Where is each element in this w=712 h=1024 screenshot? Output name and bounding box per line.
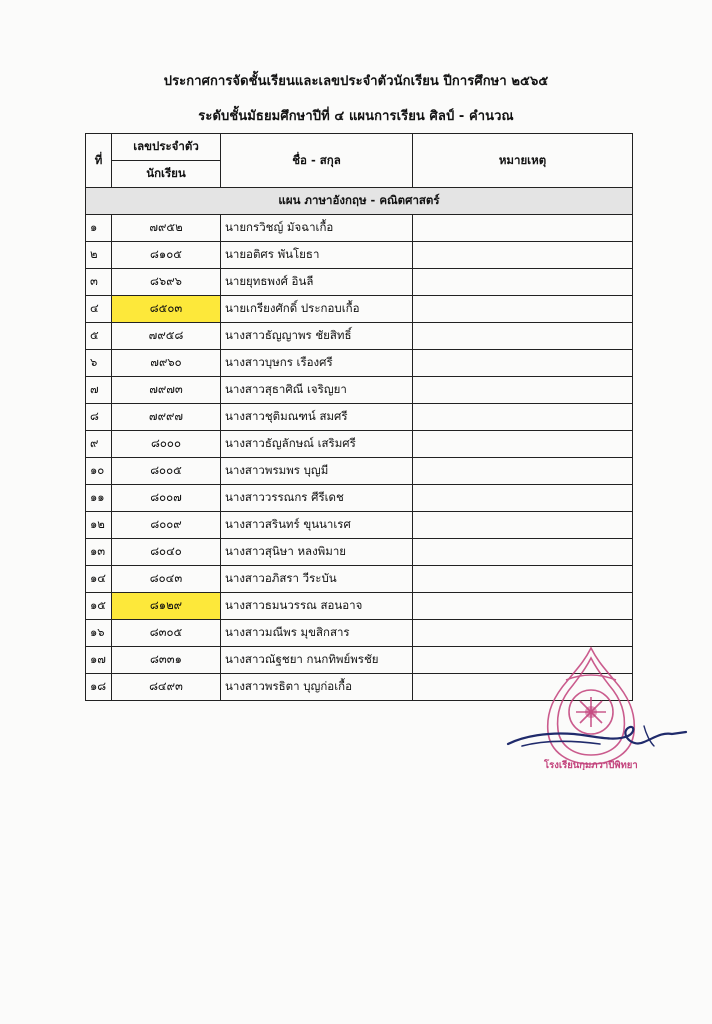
student-id: ๘๐๐๙	[112, 512, 221, 539]
student-note	[413, 458, 633, 485]
student-name: นางสาวสุนิษา หลงพิมาย	[221, 539, 413, 566]
student-table	[85, 133, 633, 701]
header-note: หมายเหตุ	[413, 134, 633, 188]
table-row	[86, 431, 633, 458]
table-row	[86, 215, 633, 242]
student-id: ๗๙๖๐	[112, 350, 221, 377]
student-name: นายกรวิชญ์ มัจฉาเกื้อ	[221, 215, 413, 242]
student-id: ๘๔๙๓	[112, 674, 221, 701]
student-name: นางสาวสรินทร์ ขุนนาเรศ	[221, 512, 413, 539]
table-row	[86, 296, 633, 323]
student-name: นางสาวธัญญาพร ชัยสิทธิ์	[221, 323, 413, 350]
student-note	[413, 350, 633, 377]
row-number: ๑๒	[86, 512, 112, 539]
student-id: ๘๐๐๐	[112, 431, 221, 458]
row-number: ๑๔	[86, 566, 112, 593]
student-id: ๘๓๓๑	[112, 647, 221, 674]
table-row	[86, 404, 633, 431]
row-number: ๑๖	[86, 620, 112, 647]
student-name: นางสาวอภิสรา วีระบัน	[221, 566, 413, 593]
student-note	[413, 431, 633, 458]
row-number: ๑	[86, 215, 112, 242]
row-number: ๑๕	[86, 593, 112, 620]
table-row	[86, 485, 633, 512]
student-note	[413, 242, 633, 269]
student-note	[413, 539, 633, 566]
student-name: นางสาวณัฐชยา กนกทิพย์พรชัย	[221, 647, 413, 674]
student-name: นางสาวมณีพร มุขสิกสาร	[221, 620, 413, 647]
table-row	[86, 593, 633, 620]
student-note	[413, 566, 633, 593]
student-id: ๘๖๙๖	[112, 269, 221, 296]
signature	[504, 712, 690, 762]
student-id: ๘๓๐๕	[112, 620, 221, 647]
student-id: ๗๙๕๒	[112, 215, 221, 242]
plan-row	[86, 188, 633, 215]
header-row	[86, 134, 633, 161]
student-note	[413, 593, 633, 620]
row-number: ๗	[86, 377, 112, 404]
row-number: ๙	[86, 431, 112, 458]
table-row	[86, 539, 633, 566]
header-id-bottom: นักเรียน	[112, 161, 221, 188]
row-number: ๑๑	[86, 485, 112, 512]
student-note	[413, 323, 633, 350]
plan-label: แผน ภาษาอังกฤษ - คณิตศาสตร์	[86, 188, 633, 215]
table-row	[86, 458, 633, 485]
student-name: นางสาวธัญลักษณ์ เสริมศรี	[221, 431, 413, 458]
student-id: ๘๐๔๐	[112, 539, 221, 566]
header-name: ชื่อ - สกุล	[221, 134, 413, 188]
table-row	[86, 350, 633, 377]
student-id: ๗๙๗๓	[112, 377, 221, 404]
page-title: ประกาศการจัดชั้นเรียนและเลขประจำตัวนักเรียน ปีการศึกษา ๒๕๖๕	[163, 74, 549, 89]
header-id-top: เลขประจำตัว	[112, 134, 221, 161]
table-row	[86, 512, 633, 539]
row-number: ๓	[86, 269, 112, 296]
student-name: นางสาววรรณกร ศีรีเดช	[221, 485, 413, 512]
row-number: ๒	[86, 242, 112, 269]
student-note	[413, 485, 633, 512]
student-id: ๘๕๐๓	[112, 296, 221, 323]
student-name: นางสาวบุษกร เรืองศรี	[221, 350, 413, 377]
student-id: ๗๙๙๗	[112, 404, 221, 431]
student-name: นายยุทธพงศ์ อินลี	[221, 269, 413, 296]
student-note	[413, 512, 633, 539]
seal-text: โรงเรียนกุมภวาปีพิทยา	[544, 760, 638, 770]
student-name: นางสาวสุธาศิณี เจริญยา	[221, 377, 413, 404]
row-number: ๑๗	[86, 647, 112, 674]
header-no: ที่	[86, 134, 112, 188]
student-id: ๗๙๕๘	[112, 323, 221, 350]
row-number: ๕	[86, 323, 112, 350]
student-name: นางสาวธมนวรรณ สอนอาจ	[221, 593, 413, 620]
student-id: ๘๐๔๓	[112, 566, 221, 593]
row-number: ๑๐	[86, 458, 112, 485]
row-number: ๑๓	[86, 539, 112, 566]
table-row	[86, 566, 633, 593]
row-number: ๔	[86, 296, 112, 323]
student-note	[413, 404, 633, 431]
table-row	[86, 269, 633, 296]
row-number: ๖	[86, 350, 112, 377]
student-note	[413, 215, 633, 242]
student-note	[413, 377, 633, 404]
table-row	[86, 242, 633, 269]
row-number: ๑๘	[86, 674, 112, 701]
table-row	[86, 323, 633, 350]
page-subtitle: ระดับชั้นมัธยมศึกษาปีที่ ๔ แผนการเรียน ศิลป์ - คำนวณ	[198, 109, 514, 124]
student-name: นายเกรียงศักดิ์ ประกอบเกื้อ	[221, 296, 413, 323]
student-name: นางสาวพรมพร บุญมี	[221, 458, 413, 485]
student-id: ๘๑๒๙	[112, 593, 221, 620]
student-note	[413, 296, 633, 323]
row-number: ๘	[86, 404, 112, 431]
student-id: ๘๑๐๕	[112, 242, 221, 269]
student-id: ๘๐๐๗	[112, 485, 221, 512]
student-name: นายอติศร พันโยธา	[221, 242, 413, 269]
student-name: นางสาวชุติมณฑน์ สมศรี	[221, 404, 413, 431]
student-id: ๘๐๐๕	[112, 458, 221, 485]
student-name: นางสาวพรธิตา บุญก่อเกื้อ	[221, 674, 413, 701]
student-note	[413, 269, 633, 296]
table-row	[86, 377, 633, 404]
